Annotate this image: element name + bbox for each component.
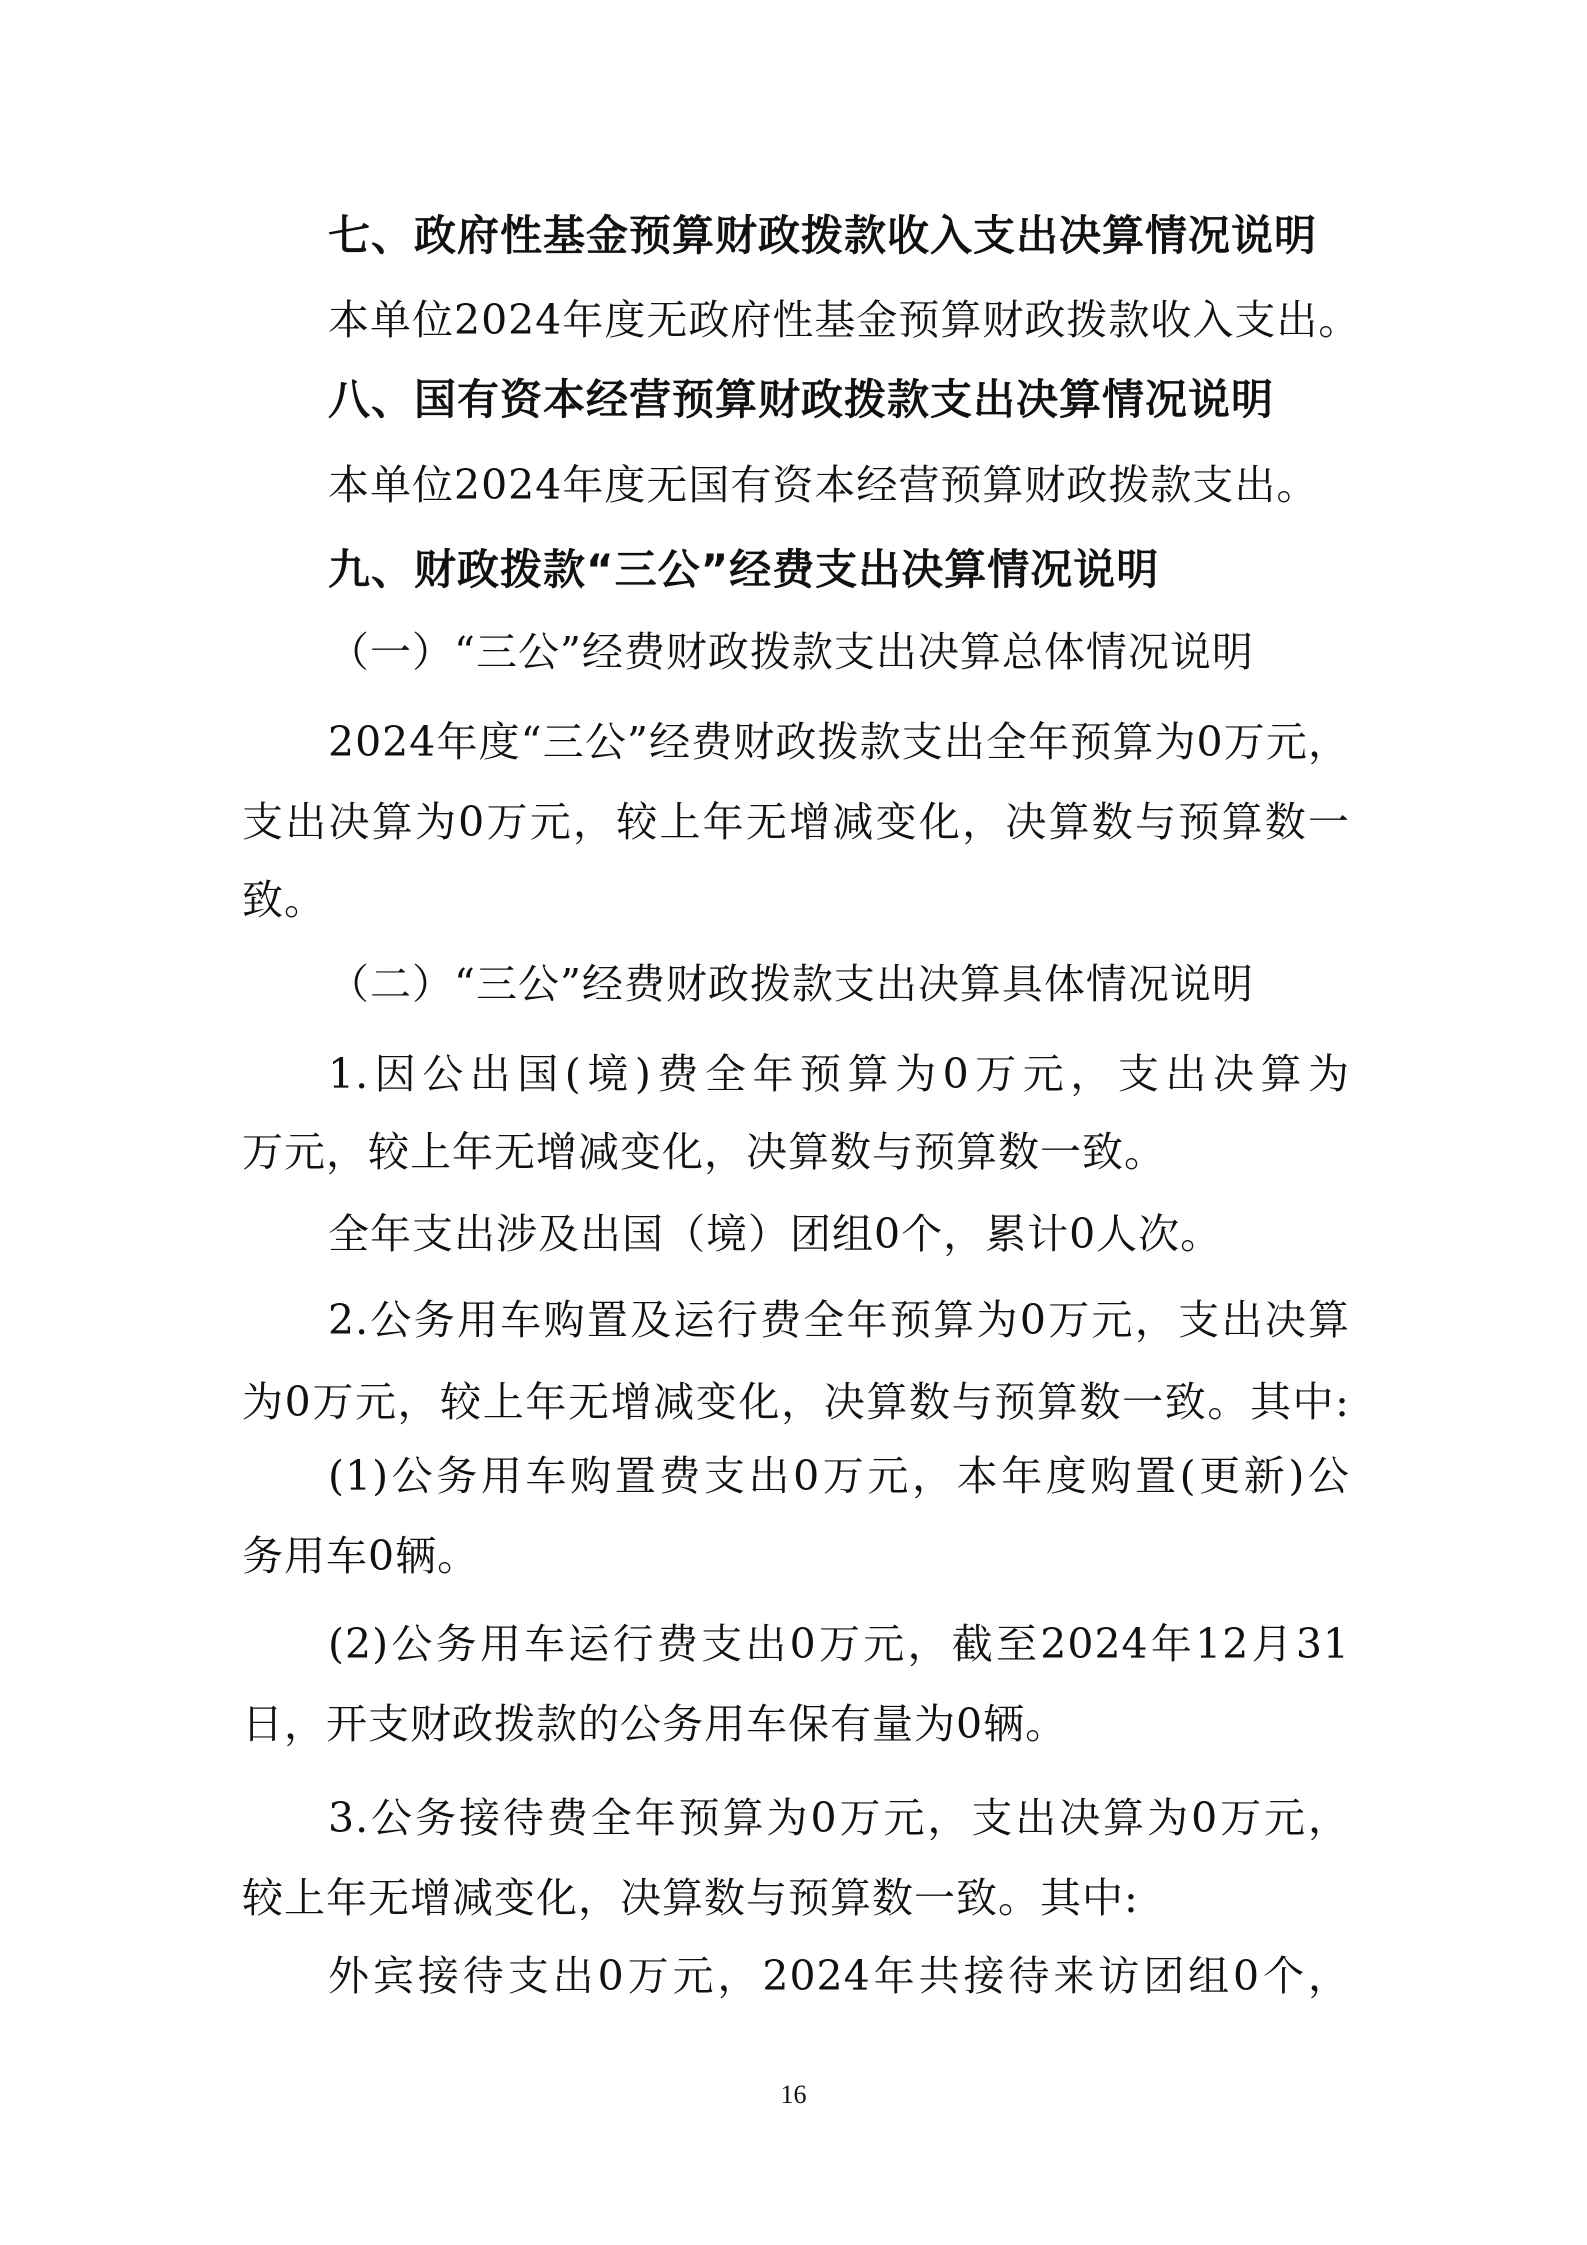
subsection-2-title: （二）“三公”经费财政拨款支出决算具体情况说明 xyxy=(328,960,1254,1008)
item-3-detail: 外宾接待支出0万元，2024年共接待来访团组0个， xyxy=(328,1952,1350,2000)
item-3-line-2: 较上年无增减变化，决算数与预算数一致。其中: xyxy=(242,1874,1139,1922)
subsection-1-para-line-2: 支出决算为0万元，较上年无增减变化，决算数与预算数一 xyxy=(242,798,1350,846)
item-2-sub-1-line-1: (1)公务用车购置费支出0万元，本年度购置(更新)公 xyxy=(328,1452,1350,1500)
section-heading-9: 九、财政拨款“三公”经费支出决算情况说明 xyxy=(328,545,1160,594)
subsection-1-title: （一）“三公”经费财政拨款支出决算总体情况说明 xyxy=(328,628,1254,676)
section-heading-8: 八、国有资本经营预算财政拨款支出决算情况说明 xyxy=(328,375,1275,424)
item-3-line-1: 3.公务接待费全年预算为0万元，支出决算为0万元， xyxy=(328,1794,1350,1842)
subsection-1-para-line-1: 2024年度“三公”经费财政拨款支出全年预算为0万元， xyxy=(328,718,1350,766)
section-7-body: 本单位2024年度无政府性基金预算财政拨款收入支出。 xyxy=(328,296,1361,344)
item-2-sub-2-line-1: (2)公务用车运行费支出0万元，截至2024年12月31 xyxy=(328,1620,1350,1668)
section-8-body: 本单位2024年度无国有资本经营预算财政拨款支出。 xyxy=(328,461,1319,509)
item-2-line-2: 为0万元，较上年无增减变化，决算数与预算数一致。其中: xyxy=(242,1378,1350,1426)
item-1-detail: 全年支出涉及出国（境）团组0个，累计0人次。 xyxy=(328,1210,1223,1258)
item-1-line-1: 1.因公出国(境)费全年预算为0万元，支出决算为 xyxy=(328,1050,1350,1098)
item-2-line-1: 2.公务用车购置及运行费全年预算为0万元，支出决算 xyxy=(328,1296,1350,1344)
item-2-sub-1-line-2: 务用车0辆。 xyxy=(242,1532,480,1580)
section-heading-7: 七、政府性基金预算财政拨款收入支出决算情况说明 xyxy=(328,211,1318,260)
item-2-sub-2-line-2: 日，开支财政拨款的公务用车保有量为0辆。 xyxy=(242,1700,1068,1748)
subsection-1-para-line-3: 致。 xyxy=(242,876,326,924)
page-number: 16 xyxy=(780,2080,807,2109)
item-1-line-2: 万元，较上年无增减变化，决算数与预算数一致。 xyxy=(242,1128,1166,1176)
